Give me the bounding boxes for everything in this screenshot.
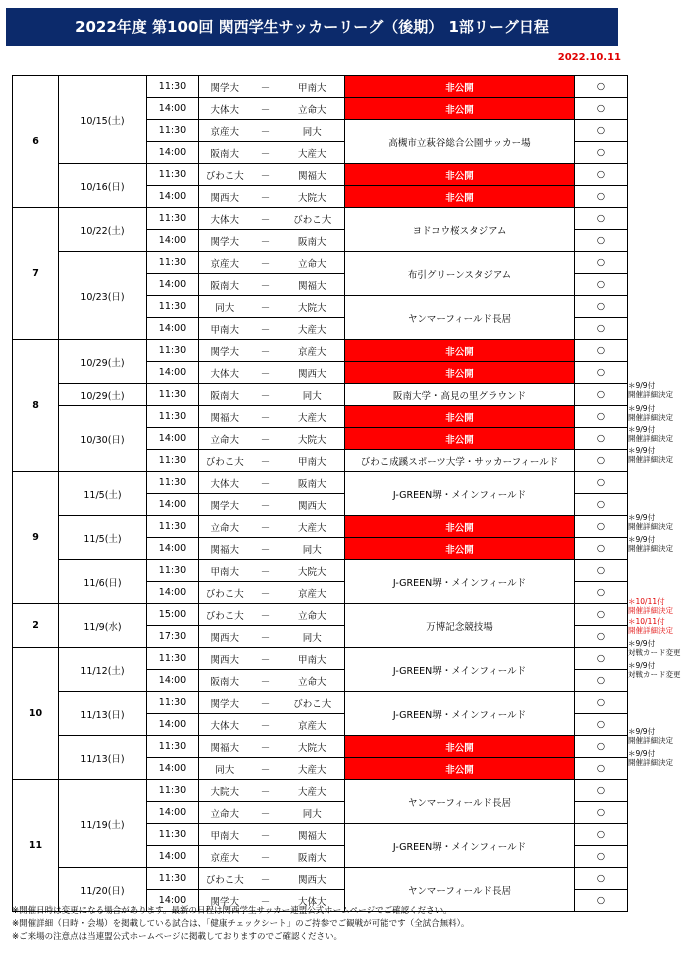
away-team-cell: 関西大 — [281, 362, 345, 384]
time-cell: 14:00 — [147, 670, 199, 692]
week-cell: 7 — [13, 208, 59, 340]
vs-dash: － — [251, 186, 281, 208]
week-cell: 8 — [13, 340, 59, 472]
date-cell: 11/5(土) — [59, 472, 147, 516]
away-team-cell: 大院大 — [281, 736, 345, 758]
time-cell: 11:30 — [147, 296, 199, 318]
time-cell: 11:30 — [147, 868, 199, 890]
vs-dash: － — [251, 428, 281, 450]
away-team-cell: 阪南大 — [281, 230, 345, 252]
status-mark-cell: ○ — [575, 208, 628, 230]
away-team-cell: 立命大 — [281, 604, 345, 626]
away-team-cell: 大産大 — [281, 318, 345, 340]
status-mark-cell: ○ — [575, 164, 628, 186]
away-team-cell: 関福大 — [281, 824, 345, 846]
week-cell: 2 — [13, 604, 59, 648]
away-team-cell: 京産大 — [281, 340, 345, 362]
table-row — [13, 868, 628, 890]
time-cell: 11:30 — [147, 164, 199, 186]
venue-private-cell: 非公開 — [345, 406, 575, 428]
away-team-cell: 大院大 — [281, 560, 345, 582]
vs-dash: － — [251, 736, 281, 758]
time-cell: 11:30 — [147, 76, 199, 98]
time-cell: 11:30 — [147, 384, 199, 406]
status-mark-cell: ○ — [575, 274, 628, 296]
vs-dash: － — [251, 538, 281, 560]
table-row — [13, 340, 628, 362]
footer-line: ※開催日時は変更になる場合があります。最新の日程は関西学生サッカー連盟公式ホームページでご確認ください。 — [12, 906, 452, 916]
status-mark-cell: ○ — [575, 582, 628, 604]
time-cell: 11:30 — [147, 208, 199, 230]
away-team-cell: 京産大 — [281, 582, 345, 604]
vs-dash: － — [251, 494, 281, 516]
status-mark-cell: ○ — [575, 362, 628, 384]
home-team-cell: 関西大 — [199, 648, 251, 670]
date-cell: 10/29(土) — [59, 384, 147, 406]
home-team-cell: 大体大 — [199, 208, 251, 230]
vs-dash: － — [251, 318, 281, 340]
week-cell: 10 — [13, 648, 59, 780]
date-cell: 11/6(日) — [59, 560, 147, 604]
away-team-cell: 同大 — [281, 120, 345, 142]
time-cell: 11:30 — [147, 252, 199, 274]
venue-private-cell: 非公開 — [345, 76, 575, 98]
home-team-cell: びわこ大 — [199, 450, 251, 472]
side-note: ＊9/9付 — [628, 446, 656, 455]
side-note: ＊9/9付 — [628, 404, 656, 413]
home-team-cell: 関学大 — [199, 230, 251, 252]
venue-cell: J-GREEN堺・メインフィールド — [345, 648, 575, 692]
venue-private-cell: 非公開 — [345, 736, 575, 758]
home-team-cell: 大体大 — [199, 362, 251, 384]
time-cell: 14:00 — [147, 362, 199, 384]
away-team-cell: 大産大 — [281, 780, 345, 802]
schedule-table — [12, 75, 628, 912]
venue-private-cell: 非公開 — [345, 758, 575, 780]
status-mark-cell: ○ — [575, 318, 628, 340]
vs-dash: － — [251, 758, 281, 780]
table-row — [13, 780, 628, 802]
time-cell: 15:00 — [147, 604, 199, 626]
time-cell: 14:00 — [147, 428, 199, 450]
status-mark-cell: ○ — [575, 516, 628, 538]
date-cell: 11/5(土) — [59, 516, 147, 560]
time-cell: 14:00 — [147, 538, 199, 560]
home-team-cell: 阪南大 — [199, 142, 251, 164]
status-mark-cell: ○ — [575, 428, 628, 450]
table-row — [13, 76, 628, 98]
vs-dash: － — [251, 450, 281, 472]
status-mark-cell: ○ — [575, 186, 628, 208]
venue-private-cell: 非公開 — [345, 362, 575, 384]
time-cell: 14:00 — [147, 802, 199, 824]
home-team-cell: 同大 — [199, 758, 251, 780]
status-mark-cell: ○ — [575, 296, 628, 318]
time-cell: 14:00 — [147, 274, 199, 296]
time-cell: 11:30 — [147, 120, 199, 142]
table-row — [13, 560, 628, 582]
status-mark-cell: ○ — [575, 604, 628, 626]
home-team-cell: 立命大 — [199, 428, 251, 450]
venue-cell: J-GREEN堺・メインフィールド — [345, 560, 575, 604]
date-cell: 11/12(土) — [59, 648, 147, 692]
footer-line: ※ご来場の注意点は当連盟公式ホームページに掲載しておりますのでご確認ください。 — [12, 932, 342, 942]
time-cell: 14:00 — [147, 890, 199, 912]
table-row — [13, 516, 628, 538]
status-mark-cell: ○ — [575, 846, 628, 868]
time-cell: 14:00 — [147, 582, 199, 604]
status-mark-cell: ○ — [575, 76, 628, 98]
time-cell: 11:30 — [147, 692, 199, 714]
table-row — [13, 208, 628, 230]
status-mark-cell: ○ — [575, 252, 628, 274]
side-note: ＊9/9付 — [628, 639, 656, 648]
home-team-cell: 立命大 — [199, 516, 251, 538]
home-team-cell: 大院大 — [199, 780, 251, 802]
week-cell: 9 — [13, 472, 59, 604]
vs-dash: － — [251, 406, 281, 428]
home-team-cell: びわこ大 — [199, 582, 251, 604]
date-cell: 10/29(土) — [59, 340, 147, 384]
home-team-cell: 関福大 — [199, 736, 251, 758]
away-team-cell: 関福大 — [281, 164, 345, 186]
table-row — [13, 648, 628, 670]
away-team-cell: 同大 — [281, 384, 345, 406]
vs-dash: － — [251, 648, 281, 670]
venue-cell: 万博記念競技場 — [345, 604, 575, 648]
venue-private-cell: 非公開 — [345, 340, 575, 362]
date-cell: 11/20(日) — [59, 868, 147, 912]
time-cell: 14:00 — [147, 758, 199, 780]
status-mark-cell: ○ — [575, 890, 628, 912]
vs-dash: － — [251, 384, 281, 406]
time-cell: 11:30 — [147, 450, 199, 472]
home-team-cell: 大体大 — [199, 98, 251, 120]
time-cell: 11:30 — [147, 824, 199, 846]
status-mark-cell: ○ — [575, 98, 628, 120]
page-title: 2022年度 第100回 関西学生サッカーリーグ（後期） 1部リーグ日程 — [6, 8, 618, 46]
away-team-cell: 甲南大 — [281, 76, 345, 98]
away-team-cell: 大院大 — [281, 428, 345, 450]
away-team-cell: 阪南大 — [281, 846, 345, 868]
side-note: 開催詳細決定 — [628, 522, 673, 531]
side-note: 開催詳細決定 — [628, 736, 673, 745]
date-cell: 10/22(土) — [59, 208, 147, 252]
vs-dash: － — [251, 340, 281, 362]
status-mark-cell: ○ — [575, 230, 628, 252]
status-mark-cell: ○ — [575, 626, 628, 648]
home-team-cell: びわこ大 — [199, 164, 251, 186]
home-team-cell: 京産大 — [199, 846, 251, 868]
status-mark-cell: ○ — [575, 802, 628, 824]
home-team-cell: 阪南大 — [199, 670, 251, 692]
time-cell: 14:00 — [147, 230, 199, 252]
side-note: ＊9/9付 — [628, 513, 656, 522]
side-note: ＊9/9付 — [628, 381, 656, 390]
vs-dash: － — [251, 516, 281, 538]
home-team-cell: 関西大 — [199, 186, 251, 208]
status-mark-cell: ○ — [575, 758, 628, 780]
vs-dash: － — [251, 846, 281, 868]
vs-dash: － — [251, 824, 281, 846]
status-mark-cell: ○ — [575, 824, 628, 846]
away-team-cell: びわこ大 — [281, 692, 345, 714]
status-mark-cell: ○ — [575, 692, 628, 714]
venue-cell: ヤンマーフィールド長居 — [345, 296, 575, 340]
time-cell: 14:00 — [147, 714, 199, 736]
vs-dash: － — [251, 142, 281, 164]
away-team-cell: 同大 — [281, 626, 345, 648]
home-team-cell: 関西大 — [199, 626, 251, 648]
vs-dash: － — [251, 560, 281, 582]
away-team-cell: 同大 — [281, 538, 345, 560]
venue-private-cell: 非公開 — [345, 428, 575, 450]
venue-private-cell: 非公開 — [345, 164, 575, 186]
date-cell: 11/19(土) — [59, 780, 147, 868]
vs-dash: － — [251, 582, 281, 604]
date-cell: 11/13(日) — [59, 692, 147, 736]
away-team-cell: びわこ大 — [281, 208, 345, 230]
date-cell: 10/30(日) — [59, 406, 147, 472]
home-team-cell: 阪南大 — [199, 274, 251, 296]
away-team-cell: 大院大 — [281, 186, 345, 208]
vs-dash: － — [251, 230, 281, 252]
status-mark-cell: ○ — [575, 384, 628, 406]
time-cell: 11:30 — [147, 516, 199, 538]
away-team-cell: 阪南大 — [281, 472, 345, 494]
side-note: ＊9/9付 — [628, 749, 656, 758]
vs-dash: － — [251, 604, 281, 626]
away-team-cell: 京産大 — [281, 714, 345, 736]
time-cell: 11:30 — [147, 406, 199, 428]
status-mark-cell: ○ — [575, 736, 628, 758]
venue-cell: ヨドコウ桜スタジアム — [345, 208, 575, 252]
venue-cell: ヤンマーフィールド長居 — [345, 780, 575, 824]
home-team-cell: 立命大 — [199, 802, 251, 824]
vs-dash: － — [251, 164, 281, 186]
side-note: ＊9/9付 — [628, 661, 656, 670]
side-note: ＊10/11付 — [628, 617, 665, 626]
vs-dash: － — [251, 76, 281, 98]
vs-dash: － — [251, 714, 281, 736]
venue-cell: ヤンマーフィールド長居 — [345, 868, 575, 912]
week-cell: 11 — [13, 780, 59, 912]
status-mark-cell: ○ — [575, 868, 628, 890]
table-row — [13, 164, 628, 186]
home-team-cell: びわこ大 — [199, 604, 251, 626]
side-note: 開催詳細決定 — [628, 606, 673, 615]
table-row — [13, 252, 628, 274]
away-team-cell: 甲南大 — [281, 450, 345, 472]
time-cell: 11:30 — [147, 560, 199, 582]
vs-dash: － — [251, 670, 281, 692]
side-note: 開催詳細決定 — [628, 626, 673, 635]
time-cell: 14:00 — [147, 846, 199, 868]
venue-private-cell: 非公開 — [345, 538, 575, 560]
away-team-cell: 関西大 — [281, 868, 345, 890]
status-mark-cell: ○ — [575, 406, 628, 428]
status-mark-cell: ○ — [575, 450, 628, 472]
venue-cell: びわこ成蹊スポーツ大学・サッカーフィールド — [345, 450, 575, 472]
away-team-cell: 立命大 — [281, 252, 345, 274]
side-note: ＊9/9付 — [628, 535, 656, 544]
status-mark-cell: ○ — [575, 120, 628, 142]
home-team-cell: 甲南大 — [199, 824, 251, 846]
side-note: 開催詳細決定 — [628, 413, 673, 422]
status-mark-cell: ○ — [575, 472, 628, 494]
away-team-cell: 同大 — [281, 802, 345, 824]
status-mark-cell: ○ — [575, 142, 628, 164]
status-mark-cell: ○ — [575, 670, 628, 692]
status-mark-cell: ○ — [575, 780, 628, 802]
time-cell: 14:00 — [147, 318, 199, 340]
vs-dash: － — [251, 208, 281, 230]
time-cell: 11:30 — [147, 340, 199, 362]
away-team-cell: 甲南大 — [281, 648, 345, 670]
vs-dash: － — [251, 692, 281, 714]
away-team-cell: 大産大 — [281, 516, 345, 538]
table-row — [13, 604, 628, 626]
date-cell: 10/15(土) — [59, 76, 147, 164]
week-cell: 6 — [13, 76, 59, 208]
footer-notes — [12, 905, 469, 944]
side-note: 対戦カード変更 — [628, 670, 681, 679]
away-team-cell: 大体大 — [281, 890, 345, 912]
home-team-cell: 京産大 — [199, 252, 251, 274]
vs-dash: － — [251, 296, 281, 318]
time-cell: 17:30 — [147, 626, 199, 648]
side-note: ＊10/11付 — [628, 597, 665, 606]
status-mark-cell: ○ — [575, 538, 628, 560]
away-team-cell: 大産大 — [281, 406, 345, 428]
vs-dash: － — [251, 362, 281, 384]
vs-dash: － — [251, 780, 281, 802]
home-team-cell: 京産大 — [199, 120, 251, 142]
away-team-cell: 大院大 — [281, 296, 345, 318]
venue-cell: J-GREEN堺・メインフィールド — [345, 692, 575, 736]
vs-dash: － — [251, 802, 281, 824]
vs-dash: － — [251, 98, 281, 120]
home-team-cell: 関学大 — [199, 890, 251, 912]
away-team-cell: 立命大 — [281, 98, 345, 120]
date-cell: 11/9(水) — [59, 604, 147, 648]
side-note: ＊9/9付 — [628, 727, 656, 736]
vs-dash: － — [251, 252, 281, 274]
home-team-cell: 関学大 — [199, 494, 251, 516]
table-row — [13, 406, 628, 428]
side-note: 開催詳細決定 — [628, 434, 673, 443]
status-mark-cell: ○ — [575, 714, 628, 736]
status-mark-cell: ○ — [575, 340, 628, 362]
away-team-cell: 立命大 — [281, 670, 345, 692]
date-cell: 10/23(日) — [59, 252, 147, 340]
time-cell: 14:00 — [147, 98, 199, 120]
vs-dash: － — [251, 120, 281, 142]
table-row — [13, 692, 628, 714]
home-team-cell: 関学大 — [199, 340, 251, 362]
side-note: 開催詳細決定 — [628, 455, 673, 464]
home-team-cell: 関福大 — [199, 406, 251, 428]
side-note: 開催詳細決定 — [628, 544, 673, 553]
date-cell: 10/16(日) — [59, 164, 147, 208]
vs-dash: － — [251, 274, 281, 296]
time-cell: 11:30 — [147, 648, 199, 670]
home-team-cell: 甲南大 — [199, 560, 251, 582]
status-mark-cell: ○ — [575, 648, 628, 670]
side-note: 開催詳細決定 — [628, 390, 673, 399]
home-team-cell: 大体大 — [199, 714, 251, 736]
vs-dash: － — [251, 626, 281, 648]
vs-dash: － — [251, 890, 281, 912]
away-team-cell: 大産大 — [281, 758, 345, 780]
home-team-cell: 関学大 — [199, 76, 251, 98]
vs-dash: － — [251, 472, 281, 494]
venue-cell: 布引グリーンスタジアム — [345, 252, 575, 296]
side-note: ＊9/9付 — [628, 425, 656, 434]
home-team-cell: 関学大 — [199, 692, 251, 714]
venue-cell: J-GREEN堺・メインフィールド — [345, 824, 575, 868]
table-row — [13, 736, 628, 758]
home-team-cell: びわこ大 — [199, 868, 251, 890]
time-cell: 14:00 — [147, 186, 199, 208]
vs-dash: － — [251, 868, 281, 890]
date-cell: 11/13(日) — [59, 736, 147, 780]
issue-date: 2022.10.11 — [557, 52, 621, 63]
venue-cell: J-GREEN堺・メインフィールド — [345, 472, 575, 516]
table-row — [13, 472, 628, 494]
venue-private-cell: 非公開 — [345, 98, 575, 120]
table-row — [13, 384, 628, 406]
home-team-cell: 阪南大 — [199, 384, 251, 406]
time-cell: 14:00 — [147, 142, 199, 164]
home-team-cell: 大体大 — [199, 472, 251, 494]
venue-cell: 高槻市立萩谷総合公園サッカー場 — [345, 120, 575, 164]
venue-cell: 阪南大学・高見の里グラウンド — [345, 384, 575, 406]
time-cell: 11:30 — [147, 736, 199, 758]
time-cell: 11:30 — [147, 780, 199, 802]
home-team-cell: 甲南大 — [199, 318, 251, 340]
footer-line: ※開催詳細（日時・会場）を掲載している試合は、「健康チェックシート」のご持参でご観戦が可能です（全試合無料）。 — [12, 919, 470, 929]
home-team-cell: 関福大 — [199, 538, 251, 560]
venue-private-cell: 非公開 — [345, 186, 575, 208]
time-cell: 11:30 — [147, 472, 199, 494]
away-team-cell: 関西大 — [281, 494, 345, 516]
venue-private-cell: 非公開 — [345, 516, 575, 538]
side-note: 対戦カード変更 — [628, 648, 681, 657]
away-team-cell: 大産大 — [281, 142, 345, 164]
status-mark-cell: ○ — [575, 494, 628, 516]
status-mark-cell: ○ — [575, 560, 628, 582]
away-team-cell: 関福大 — [281, 274, 345, 296]
side-note: 開催詳細決定 — [628, 758, 673, 767]
home-team-cell: 同大 — [199, 296, 251, 318]
time-cell: 14:00 — [147, 494, 199, 516]
